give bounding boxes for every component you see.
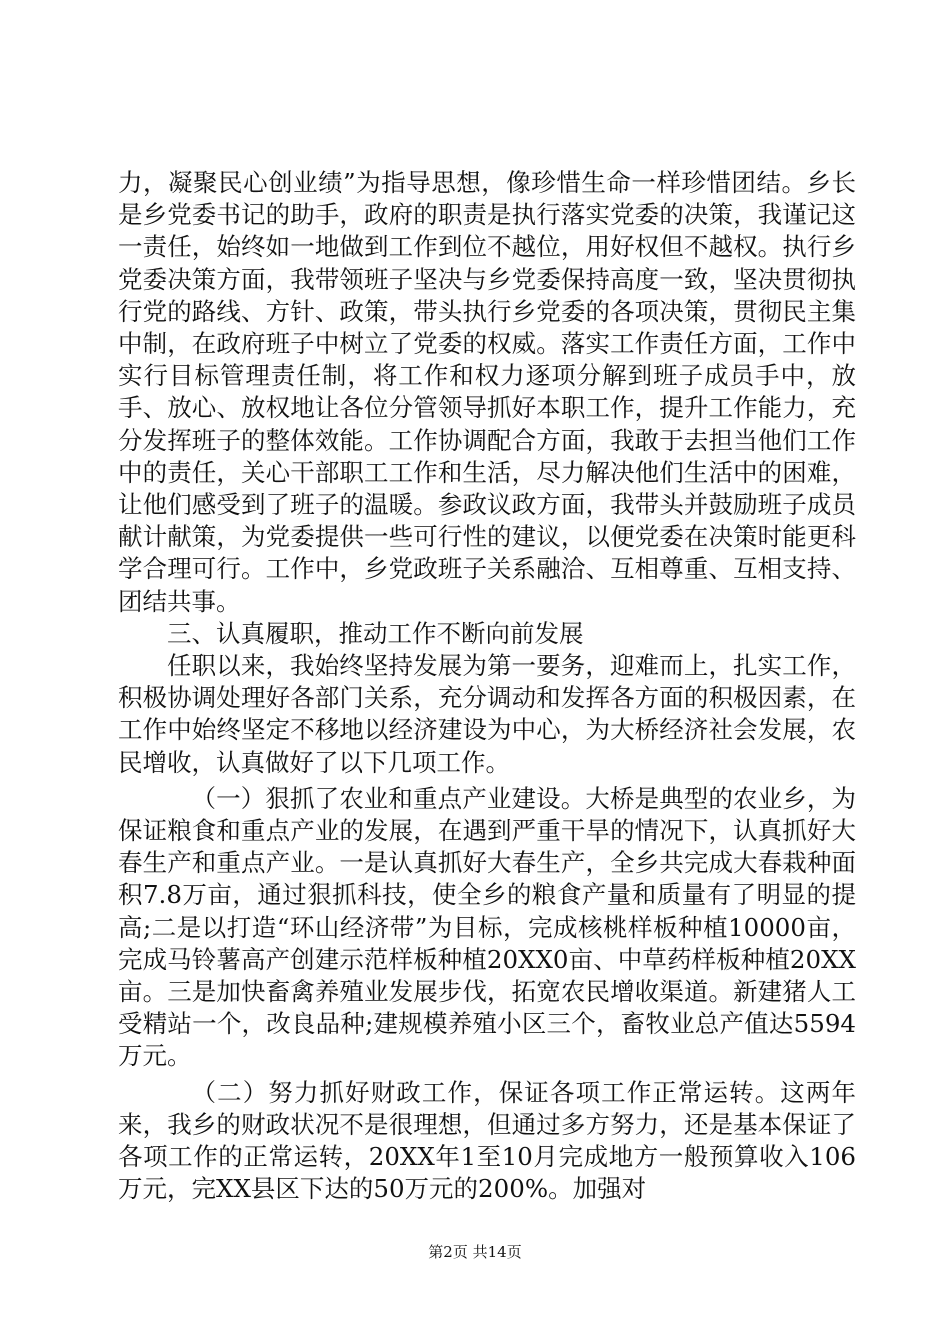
document-body (118, 167, 856, 1206)
paragraph-agriculture: （一）狠抓了农业和重点产业建设。大桥是典型的农业乡，为保证粮食和重点产业的发展，在遇到严重干旱的情况下，认真抓好大春生产和重点产业。一是认真抓好大春生产，全乡共完成大春栽种面积7.8万亩，通过狠抓科技，使全乡的粮食产量和质量有了明显的提高;二是以打造“环山经济带”为目标，完成核桃样板种植10000亩，完成马铃薯高产创建示范样板种植20XX0亩、中草药样板种植20XX亩。三是加快畜禽养殖业发展步伐，拓宽农民增收渠道。新建猪人工受精站一个，改良品种;建规模养殖小区三个，畜牧业总产值达5594万元。 (118, 783, 856, 1071)
paragraph-since-appointment: 任职以来，我始终坚持发展为第一要务，迎难而上，扎实工作，积极协调处理好各部门关系，充分调动和发挥各方面的积极因素，在工作中始终坚定不移地以经济建设为中心，为大桥经济社会发展，农民增收，认真做好了以下几项工作。 (118, 651, 856, 777)
page-footer: 第2页 共14页 (428, 1243, 522, 1261)
section-heading-3: 三、认真履职，推动工作不断向前发展 (167, 618, 584, 648)
paragraph-unity: 力，凝聚民心创业绩”为指导思想，像珍惜生命一样珍惜团结。乡长是乡党委书记的助手，政府的职责是执行落实党委的决策，我谨记这一责任，始终如一地做到工作到位不越位，用好权但不越权。执行乡党委决策方面，我带领班子坚决与乡党委保持高度一致，坚决贯彻执行党的路线、方针、政策，带头执行乡党委的各项决策，贯彻民主集中制，在政府班子中树立了党委的权威。落实工作责任方面，工作中实行目标管理责任制，将工作和权力逐项分解到班子成员手中，放手、放心、放权地让各位分管领导抓好本职工作，提升工作能力，充分发挥班子的整体效能。工作协调配合方面，我敢于去担当他们工作中的责任，关心干部职工工作和生活，尽力解决他们生活中的困难，让他们感受到了班子的温暖。参政议政方面，我带头并鼓励班子成员献计献策，为党委提供一些可行性的建议，以便党委在决策时能更科学合理可行。工作中，乡党政班子关系融洽、互相尊重、互相支持、团结共事。 (118, 168, 856, 616)
paragraph-finance: （二）努力抓好财政工作，保证各项工作正常运转。这两年来，我乡的财政状况不是很理想，但通过多方努力，还是基本保证了各项工作的正常运转，20XX年1至10月完成地方一般预算收入106万元，完XX县区下达的50万元的200%。加强对 (118, 1077, 856, 1204)
